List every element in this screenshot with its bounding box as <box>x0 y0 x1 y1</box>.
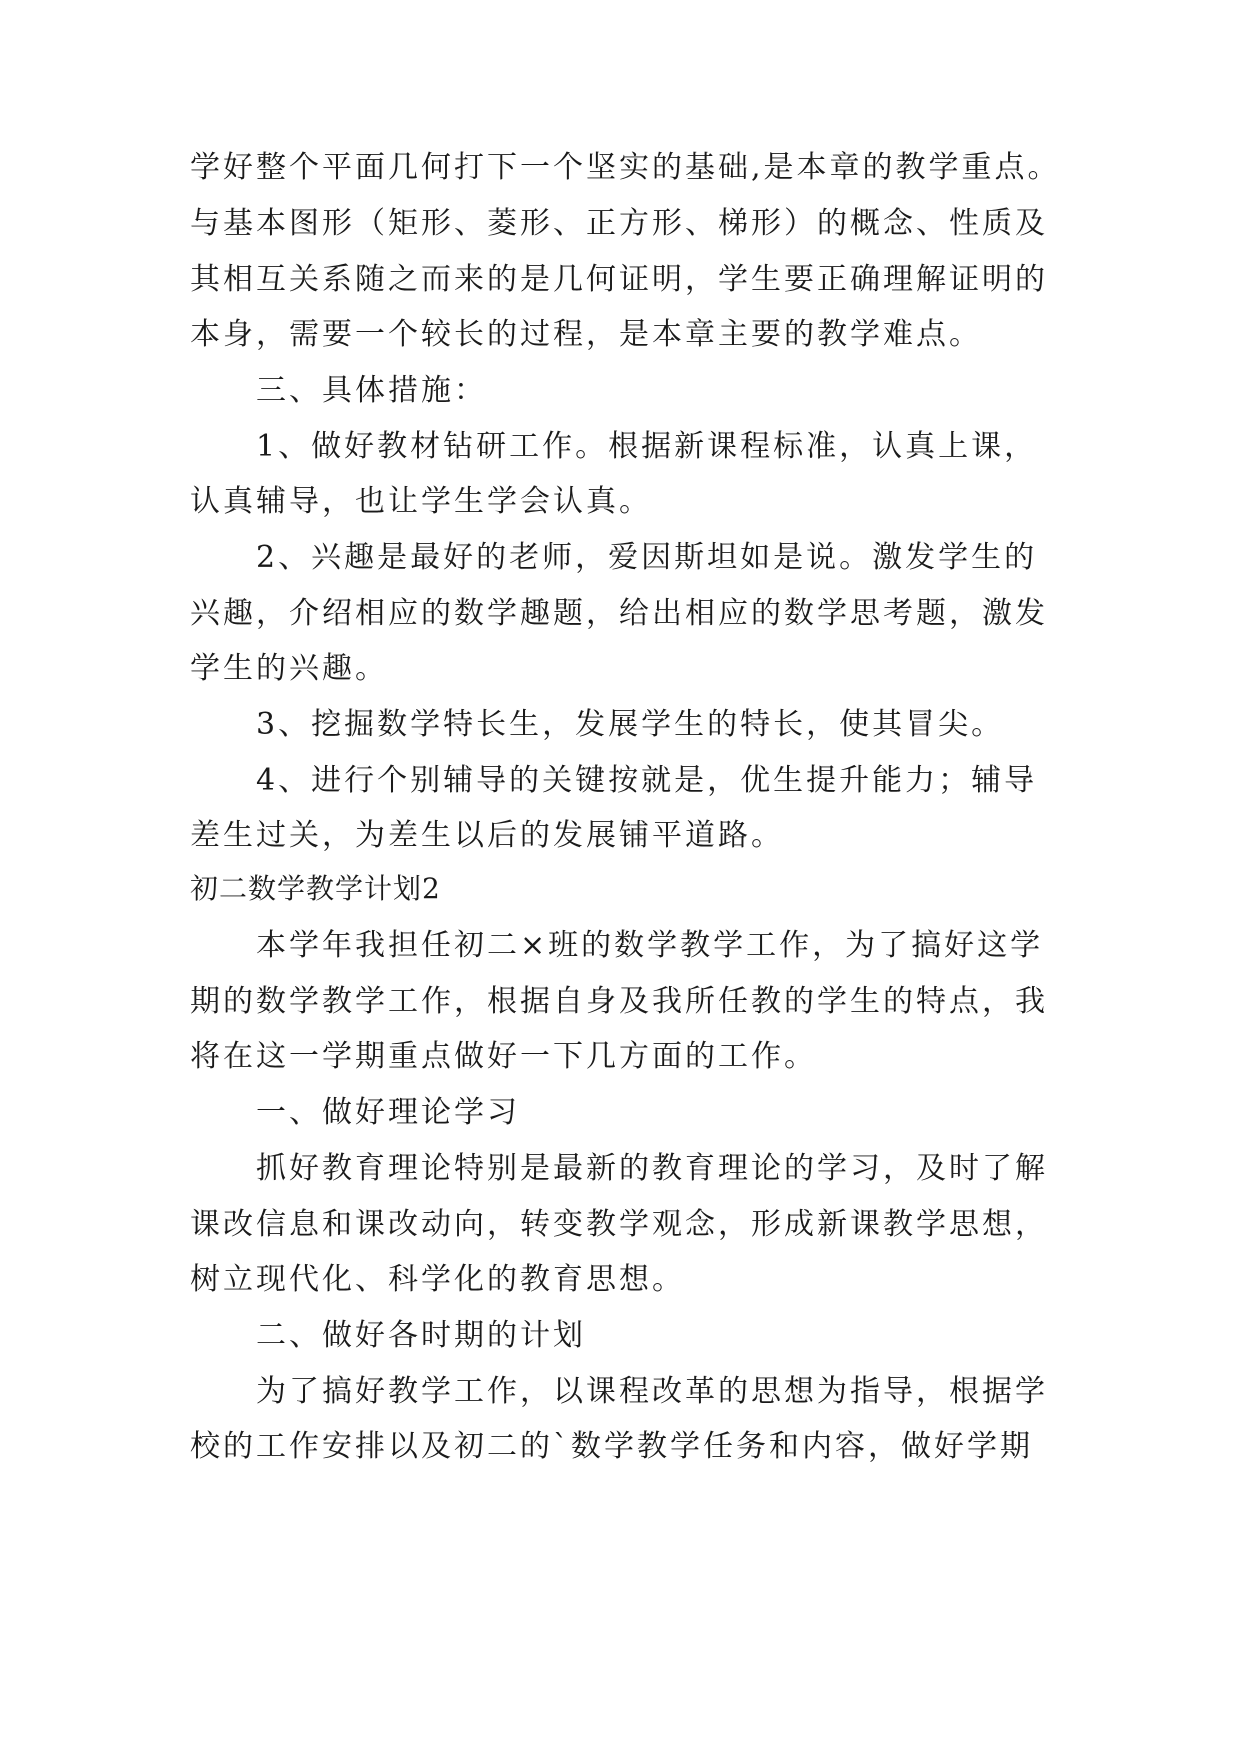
section-heading: 二、做好各时期的计划 <box>256 1318 586 1353</box>
paragraph-line: 兴趣，介绍相应的数学趣题，给出相应的数学思考题，激发 <box>190 596 1048 631</box>
paragraph-line: 认真辅导，也让学生学会认真。 <box>190 484 652 519</box>
paragraph-line: 抓好教育理论特别是最新的教育理论的学习，及时了解 <box>256 1151 1048 1186</box>
paragraph-line: 将在这一学期重点做好一下几方面的工作。 <box>190 1039 817 1074</box>
paragraph-line: 学生的兴趣。 <box>190 651 388 686</box>
paragraph-line: 4、进行个别辅导的关键按就是，优生提升能力；辅导 <box>256 763 1038 798</box>
paragraph-line: 与基本图形（矩形、菱形、正方形、梯形）的概念、性质及 <box>190 206 1048 241</box>
paragraph-line: 差生过关，为差生以后的发展铺平道路。 <box>190 818 784 853</box>
document-title: 初二数学教学计划2 <box>190 872 441 905</box>
paragraph-line: 2、兴趣是最好的老师，爱因斯坦如是说。激发学生的 <box>256 540 1038 575</box>
paragraph-line: 为了搞好教学工作，以课程改革的思想为指导，根据学 <box>256 1374 1048 1409</box>
paragraph-line: 本学年我担任初二×班的数学教学工作，为了搞好这学 <box>256 928 1044 963</box>
paragraph-line: 学好整个平面几何打下一个坚实的基础,是本章的教学重点。 <box>190 150 1061 185</box>
paragraph-line: 3、挖掘数学特长生，发展学生的特长，使其冒尖。 <box>256 707 1005 742</box>
paragraph-line: 树立现代化、科学化的教育思想。 <box>190 1262 685 1297</box>
section-heading: 三、具体措施： <box>256 373 487 408</box>
paragraph-line: 1、做好教材钻研工作。根据新课程标准，认真上课， <box>256 429 1038 464</box>
paragraph-line: 期的数学教学工作，根据自身及我所任教的学生的特点，我 <box>190 984 1048 1019</box>
paragraph-line: 其相互关系随之而来的是几何证明，学生要正确理解证明的 <box>190 262 1048 297</box>
paragraph-line: 课改信息和课改动向，转变教学观念，形成新课教学思想， <box>190 1207 1048 1242</box>
section-heading: 一、做好理论学习 <box>256 1095 520 1130</box>
paragraph-line: 校的工作安排以及初二的`数学教学任务和内容，做好学期 <box>190 1429 1033 1464</box>
paragraph-line: 本身，需要一个较长的过程，是本章主要的教学难点。 <box>190 317 982 352</box>
